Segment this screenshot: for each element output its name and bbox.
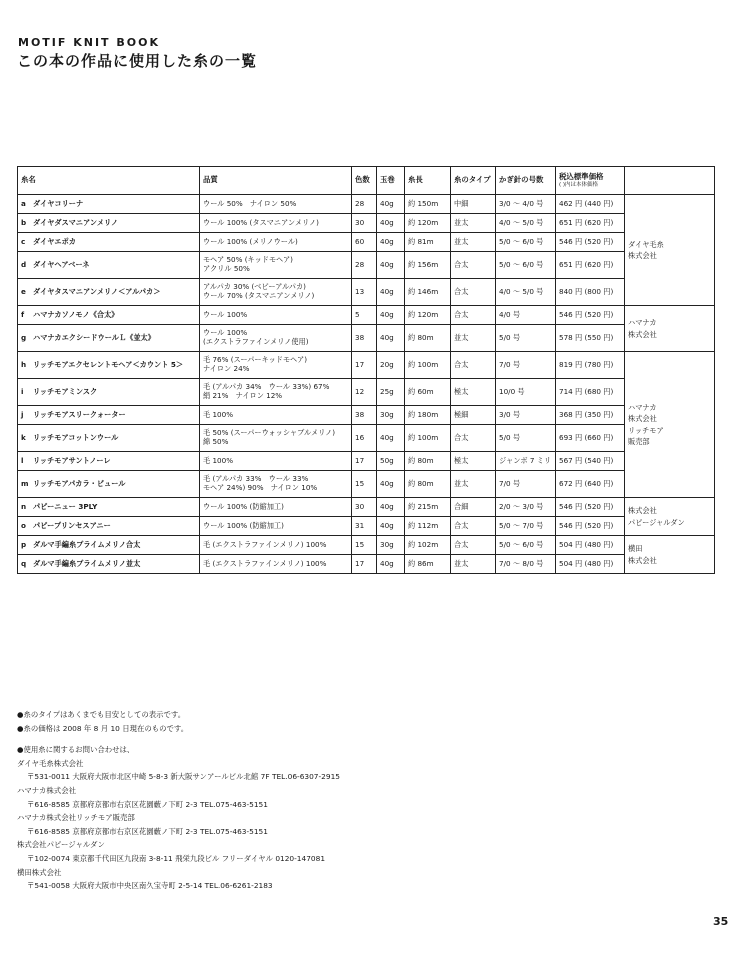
note-price-date: ●糸の価格は 2008 年 8 月 10 日現在のものです。 xyxy=(17,723,189,733)
yarn-hook-cell: 5/0 号 xyxy=(496,425,556,452)
yarn-name-cell xyxy=(18,252,200,279)
yarn-name: ハマナカソノモノ《合太》 xyxy=(33,309,119,319)
price-header-note: ( )内は本体価格 xyxy=(559,181,599,188)
manufacturer-line: ハマナカ xyxy=(628,318,657,328)
contact-address: 〒102-0074 東京都千代田区九段南 3-8-11 飛栄九段ビル フリーダイヤル 0120-147081 xyxy=(27,853,326,863)
table-row xyxy=(18,214,715,233)
yarn-price-cell: 819 円 (780 円) xyxy=(556,352,625,379)
col-header-type: 糸のタイプ xyxy=(451,167,496,195)
yarn-colors-cell: 38 xyxy=(352,325,377,352)
yarn-colors-cell: 13 xyxy=(352,279,377,306)
yarn-code: a xyxy=(21,198,26,208)
yarn-type-cell: 合太 xyxy=(451,425,496,452)
table-row xyxy=(18,425,715,452)
yarn-hook-cell: 7/0 号 xyxy=(496,352,556,379)
contact-company: ハマナカ株式会社リッチモア販売部 xyxy=(17,813,135,823)
yarn-code: l xyxy=(21,455,24,465)
manufacturer-cell xyxy=(625,352,715,498)
yarn-price-cell: 693 円 (660 円) xyxy=(556,425,625,452)
price-header-label: 税込標準価格 xyxy=(559,171,604,181)
yarn-hook-cell: 5/0 〜 6/0 号 xyxy=(496,233,556,252)
yarn-quality-line: アルパカ 30% (ベビーアルパカ) xyxy=(203,282,306,292)
yarn-type-cell: 並太 xyxy=(451,325,496,352)
yarn-quality-line: ウール 100% (タスマニアンメリノ) xyxy=(203,217,319,227)
manufacturer-line: 横田 xyxy=(628,544,643,554)
contact-company: 株式会社パピージャルダン xyxy=(17,840,105,850)
yarn-quality-line: ナイロン 24% xyxy=(203,364,250,373)
yarn-colors-cell: 30 xyxy=(352,214,377,233)
contact-company: ダイヤ毛糸株式会社 xyxy=(17,758,84,768)
yarn-hook-cell: 3/0 号 xyxy=(496,406,556,425)
yarn-ball-cell: 25g xyxy=(377,379,405,406)
yarn-ball-cell: 40g xyxy=(377,517,405,536)
yarn-name-cell xyxy=(18,233,200,252)
yarn-name: ダルマ手編糸プライムメリノ合太 xyxy=(33,539,141,549)
yarn-hook-cell: ジャンボ 7 ミリ xyxy=(496,452,556,471)
yarn-name: ダルマ手編糸プライムメリノ並太 xyxy=(33,558,141,568)
yarn-quality-cell xyxy=(200,252,352,279)
table-row xyxy=(18,306,715,325)
yarn-type-cell: 極太 xyxy=(451,452,496,471)
yarn-code: k xyxy=(21,432,26,442)
table-row xyxy=(18,536,715,555)
contact-company: 横田株式会社 xyxy=(17,867,62,877)
yarn-length-cell: 約 100m xyxy=(405,352,451,379)
yarn-name-cell xyxy=(18,498,200,517)
yarn-colors-cell: 15 xyxy=(352,536,377,555)
yarn-code: c xyxy=(21,236,26,246)
yarn-code: d xyxy=(21,259,27,269)
contact-address: 〒616-8585 京都府京都市右京区花園藪ノ下町 2-3 TEL.075-463-5151 xyxy=(27,826,268,836)
col-header-name: 糸名 xyxy=(18,167,200,195)
table-row xyxy=(18,555,715,574)
yarn-quality-line: 綿 50% xyxy=(203,437,229,446)
yarn-quality-line: ウール 100% xyxy=(203,328,248,338)
yarn-quality-line: 毛 (エクストラファインメリノ) 100% xyxy=(203,558,327,568)
yarn-ball-cell: 40g xyxy=(377,252,405,279)
yarn-name-cell xyxy=(18,406,200,425)
yarn-colors-cell: 16 xyxy=(352,425,377,452)
yarn-ball-cell: 40g xyxy=(377,555,405,574)
col-header-manufacturer xyxy=(625,167,715,195)
yarn-quality-cell xyxy=(200,536,352,555)
col-header-length: 糸長 xyxy=(405,167,451,195)
yarn-code: m xyxy=(21,478,29,488)
yarn-length-cell: 約 86m xyxy=(405,555,451,574)
yarn-quality-line: モヘア 24%) 90% ナイロン 10% xyxy=(203,483,318,492)
yarn-quality-cell xyxy=(200,352,352,379)
yarn-ball-cell: 40g xyxy=(377,306,405,325)
yarn-quality-line: ウール 50% ナイロン 50% xyxy=(203,198,297,208)
yarn-ball-cell: 30g xyxy=(377,536,405,555)
yarn-type-cell: 合太 xyxy=(451,352,496,379)
yarn-type-cell: 中細 xyxy=(451,195,496,214)
manufacturer-line: 販売部 xyxy=(628,436,650,446)
yarn-ball-cell: 40g xyxy=(377,195,405,214)
yarn-colors-cell: 28 xyxy=(352,252,377,279)
yarn-price-cell: 672 円 (640 円) xyxy=(556,471,625,498)
manufacturer-cell xyxy=(625,498,715,536)
yarn-name-cell xyxy=(18,279,200,306)
yarn-quality-cell xyxy=(200,195,352,214)
yarn-quality-line: ウール 70% (タスマニアンメリノ) xyxy=(203,291,315,300)
yarn-hook-cell: 5/0 〜 6/0 号 xyxy=(496,252,556,279)
yarn-price-cell: 546 円 (520 円) xyxy=(556,233,625,252)
table-row xyxy=(18,352,715,379)
yarn-quality-line: モヘア 50% (キッドモヘア) xyxy=(203,255,293,265)
yarn-code: q xyxy=(21,558,27,568)
page-number: 35 xyxy=(713,915,729,928)
yarn-hook-cell: 2/0 〜 3/0 号 xyxy=(496,498,556,517)
yarn-ball-cell: 40g xyxy=(377,233,405,252)
yarn-ball-cell: 40g xyxy=(377,325,405,352)
yarn-ball-cell: 40g xyxy=(377,214,405,233)
yarn-quality-cell xyxy=(200,233,352,252)
yarn-code: p xyxy=(21,539,27,549)
yarn-quality-line: 毛 50% (スーパーウォッシャブルメリノ) xyxy=(203,428,336,438)
yarn-quality-line: ウール 100% (防縮加工) xyxy=(203,501,284,511)
yarn-name-cell xyxy=(18,471,200,498)
yarn-price-cell: 462 円 (440 円) xyxy=(556,195,625,214)
yarn-code: o xyxy=(21,520,26,530)
manufacturer-cell xyxy=(625,195,715,306)
yarn-colors-cell: 5 xyxy=(352,306,377,325)
yarn-code: e xyxy=(21,286,26,296)
yarn-price-cell: 714 円 (680 円) xyxy=(556,379,625,406)
yarn-quality-cell xyxy=(200,517,352,536)
yarn-length-cell: 約 180m xyxy=(405,406,451,425)
yarn-quality-line: アクリル 50% xyxy=(203,264,250,273)
yarn-ball-cell: 40g xyxy=(377,498,405,517)
yarn-length-cell: 約 215m xyxy=(405,498,451,517)
yarn-hook-cell: 5/0 〜 6/0 号 xyxy=(496,536,556,555)
note-inquiry: ●使用糸に関するお問い合わせは、 xyxy=(17,745,135,755)
yarn-quality-cell xyxy=(200,555,352,574)
manufacturer-line: ハマナカ xyxy=(628,403,657,413)
contact-company: ハマナカ株式会社 xyxy=(17,785,76,795)
yarn-quality-line: ウール 100% (メリノウール) xyxy=(203,236,298,246)
yarn-type-cell: 合太 xyxy=(451,252,496,279)
yarn-quality-line: 毛 100% xyxy=(203,455,234,465)
yarn-code: h xyxy=(21,359,27,369)
yarn-type-cell: 合太 xyxy=(451,306,496,325)
yarn-hook-cell: 5/0 号 xyxy=(496,325,556,352)
yarn-length-cell: 約 120m xyxy=(405,306,451,325)
yarn-table xyxy=(17,166,715,574)
manufacturer-line: 株式会社 xyxy=(628,555,657,565)
yarn-hook-cell: 7/0 〜 8/0 号 xyxy=(496,555,556,574)
yarn-hook-cell: 4/0 号 xyxy=(496,306,556,325)
yarn-name-cell xyxy=(18,325,200,352)
col-header-colors: 色数 xyxy=(352,167,377,195)
manufacturer-line: ダイヤ毛糸 xyxy=(628,239,664,249)
yarn-colors-cell: 31 xyxy=(352,517,377,536)
yarn-name-cell xyxy=(18,352,200,379)
yarn-name: ダイヤヘアベーネ xyxy=(33,259,90,269)
yarn-quality-cell xyxy=(200,214,352,233)
yarn-hook-cell: 4/0 〜 5/0 号 xyxy=(496,279,556,306)
yarn-price-cell: 651 円 (620 円) xyxy=(556,252,625,279)
yarn-hook-cell: 4/0 〜 5/0 号 xyxy=(496,214,556,233)
yarn-length-cell: 約 102m xyxy=(405,536,451,555)
contact-address: 〒531-0011 大阪府大阪市北区中崎 5-8-3 新大阪サンアールビル北館 7F TEL.06-6307-2915 xyxy=(27,772,340,782)
yarn-name: リッチモアスリークォーター xyxy=(33,409,126,419)
table-row xyxy=(18,195,715,214)
yarn-name: ハマナカエクシードウールＬ《並太》 xyxy=(33,332,155,342)
yarn-type-cell: 合細 xyxy=(451,498,496,517)
yarn-length-cell: 約 120m xyxy=(405,214,451,233)
yarn-ball-cell: 40g xyxy=(377,425,405,452)
yarn-type-cell: 並太 xyxy=(451,214,496,233)
yarn-ball-cell: 40g xyxy=(377,279,405,306)
yarn-table-body xyxy=(18,195,715,574)
manufacturer-cell xyxy=(625,306,715,352)
yarn-name: ダイヤコリーナ xyxy=(33,198,84,208)
yarn-length-cell: 約 60m xyxy=(405,379,451,406)
yarn-colors-cell: 30 xyxy=(352,498,377,517)
yarn-hook-cell: 10/0 号 xyxy=(496,379,556,406)
yarn-type-cell: 並太 xyxy=(451,233,496,252)
manufacturer-line: 株式会社 xyxy=(628,329,657,339)
manufacturer-line: パピージャルダン xyxy=(628,517,685,527)
table-row xyxy=(18,279,715,306)
yarn-name: リッチモアコットンウール xyxy=(33,432,119,442)
yarn-name-cell xyxy=(18,555,200,574)
yarn-name: パピープリンセスアニー xyxy=(33,520,111,530)
col-header-price xyxy=(556,167,625,195)
yarn-code: j xyxy=(21,409,24,419)
yarn-type-cell: 合太 xyxy=(451,536,496,555)
table-row xyxy=(18,471,715,498)
yarn-name: パピーニュー 3PLY xyxy=(33,501,98,511)
table-row xyxy=(18,498,715,517)
yarn-name-cell xyxy=(18,379,200,406)
yarn-price-cell: 546 円 (520 円) xyxy=(556,498,625,517)
yarn-hook-cell: 3/0 〜 4/0 号 xyxy=(496,195,556,214)
yarn-quality-cell xyxy=(200,498,352,517)
yarn-price-cell: 368 円 (350 円) xyxy=(556,406,625,425)
yarn-name: リッチモアサントノーレ xyxy=(33,455,111,465)
yarn-ball-cell: 20g xyxy=(377,352,405,379)
manufacturer-line: 株式会社 xyxy=(628,506,657,516)
yarn-quality-line: 毛 (エクストラファインメリノ) 100% xyxy=(203,539,327,549)
yarn-quality-cell xyxy=(200,471,352,498)
yarn-type-cell: 並太 xyxy=(451,471,496,498)
yarn-length-cell: 約 150m xyxy=(405,195,451,214)
yarn-price-cell: 651 円 (620 円) xyxy=(556,214,625,233)
yarn-colors-cell: 60 xyxy=(352,233,377,252)
yarn-name-cell xyxy=(18,306,200,325)
yarn-name: ダイヤタスマニアンメリノ＜アルパカ＞ xyxy=(33,286,161,296)
manufacturer-line: リッチモア xyxy=(628,425,664,435)
table-row xyxy=(18,252,715,279)
yarn-type-cell: 極太 xyxy=(451,379,496,406)
yarn-length-cell: 約 80m xyxy=(405,325,451,352)
yarn-name-cell xyxy=(18,195,200,214)
yarn-name: リッチモアパカラ・ビュール xyxy=(33,478,126,488)
col-header-quality: 品質 xyxy=(200,167,352,195)
yarn-price-cell: 504 円 (480 円) xyxy=(556,536,625,555)
yarn-name-cell xyxy=(18,214,200,233)
yarn-price-cell: 504 円 (480 円) xyxy=(556,555,625,574)
yarn-quality-line: 絹 21% ナイロン 12% xyxy=(203,391,283,400)
yarn-colors-cell: 15 xyxy=(352,471,377,498)
yarn-ball-cell: 30g xyxy=(377,406,405,425)
table-header-row xyxy=(18,167,715,195)
yarn-ball-cell: 40g xyxy=(377,471,405,498)
manufacturer-cell xyxy=(625,536,715,574)
yarn-type-cell: 並太 xyxy=(451,555,496,574)
yarn-colors-cell: 38 xyxy=(352,406,377,425)
yarn-quality-cell xyxy=(200,425,352,452)
yarn-length-cell: 約 156m xyxy=(405,252,451,279)
yarn-colors-cell: 17 xyxy=(352,555,377,574)
contact-address: 〒541-0058 大阪府大阪市中央区南久宝寺町 2-5-14 TEL.06-6261-2183 xyxy=(27,881,273,891)
yarn-price-cell: 546 円 (520 円) xyxy=(556,306,625,325)
contact-address: 〒616-8585 京都府京都市右京区花園藪ノ下町 2-3 TEL.075-463-5151 xyxy=(27,799,268,809)
yarn-name: ダイヤエポカ xyxy=(33,236,76,246)
manufacturer-line: 株式会社 xyxy=(628,251,657,260)
manufacturer-line: 株式会社 xyxy=(628,414,657,424)
page-title: この本の作品に使用した糸の一覧 xyxy=(17,52,258,70)
yarn-code: g xyxy=(21,332,27,342)
yarn-colors-cell: 28 xyxy=(352,195,377,214)
table-row xyxy=(18,517,715,536)
yarn-quality-cell xyxy=(200,379,352,406)
yarn-quality-line: 毛 76% (スーパーキッドモヘア) xyxy=(203,355,307,365)
yarn-code: b xyxy=(21,217,27,227)
table-row xyxy=(18,406,715,425)
yarn-hook-cell: 5/0 〜 7/0 号 xyxy=(496,517,556,536)
yarn-code: n xyxy=(21,501,27,511)
yarn-quality-line: 毛 (アルパカ 33% ウール 33% xyxy=(203,474,309,484)
yarn-length-cell: 約 100m xyxy=(405,425,451,452)
col-header-ball: 玉巻 xyxy=(377,167,405,195)
yarn-name-cell xyxy=(18,517,200,536)
yarn-length-cell: 約 112m xyxy=(405,517,451,536)
yarn-quality-cell xyxy=(200,406,352,425)
yarn-quality-line: ウール 100% (防縮加工) xyxy=(203,520,284,530)
yarn-hook-cell: 7/0 号 xyxy=(496,471,556,498)
table-row xyxy=(18,452,715,471)
yarn-name-cell xyxy=(18,452,200,471)
yarn-length-cell: 約 80m xyxy=(405,471,451,498)
yarn-name-cell xyxy=(18,536,200,555)
table-row xyxy=(18,379,715,406)
yarn-ball-cell: 50g xyxy=(377,452,405,471)
yarn-quality-cell xyxy=(200,452,352,471)
note-yarn-type: ●糸のタイプはあくまでも目安としての表示です。 xyxy=(17,710,186,719)
table-row xyxy=(18,325,715,352)
yarn-length-cell: 約 146m xyxy=(405,279,451,306)
yarn-quality-line: 毛 (アルパカ 34% ウール 33%) 67% xyxy=(203,382,330,392)
yarn-price-cell: 546 円 (520 円) xyxy=(556,517,625,536)
yarn-colors-cell: 12 xyxy=(352,379,377,406)
yarn-length-cell: 約 80m xyxy=(405,452,451,471)
yarn-code: i xyxy=(21,386,24,396)
col-header-hook: かぎ針の号数 xyxy=(496,167,556,195)
yarn-quality-cell xyxy=(200,306,352,325)
yarn-colors-cell: 17 xyxy=(352,452,377,471)
yarn-quality-line: (エクストラファインメリノ使用) xyxy=(203,337,309,346)
yarn-name: リッチモアミンスク xyxy=(33,386,98,396)
book-title-en: MOTIF KNIT BOOK xyxy=(18,36,161,49)
yarn-price-cell: 840 円 (800 円) xyxy=(556,279,625,306)
yarn-quality-line: 毛 100% xyxy=(203,409,234,419)
yarn-price-cell: 567 円 (540 円) xyxy=(556,452,625,471)
yarn-code: f xyxy=(21,309,25,319)
yarn-type-cell: 極細 xyxy=(451,406,496,425)
yarn-length-cell: 約 81m xyxy=(405,233,451,252)
yarn-type-cell: 合太 xyxy=(451,517,496,536)
yarn-quality-cell xyxy=(200,325,352,352)
yarn-colors-cell: 17 xyxy=(352,352,377,379)
yarn-name: ダイヤダスマニアンメリノ xyxy=(33,217,119,227)
table-row xyxy=(18,233,715,252)
yarn-quality-cell xyxy=(200,279,352,306)
yarn-quality-line: ウール 100% xyxy=(203,309,248,319)
yarn-price-cell: 578 円 (550 円) xyxy=(556,325,625,352)
yarn-type-cell: 合太 xyxy=(451,279,496,306)
yarn-name-cell xyxy=(18,425,200,452)
yarn-name: リッチモアエクセレントモヘア＜カウント 5＞ xyxy=(33,359,184,369)
notes-section xyxy=(17,708,340,893)
